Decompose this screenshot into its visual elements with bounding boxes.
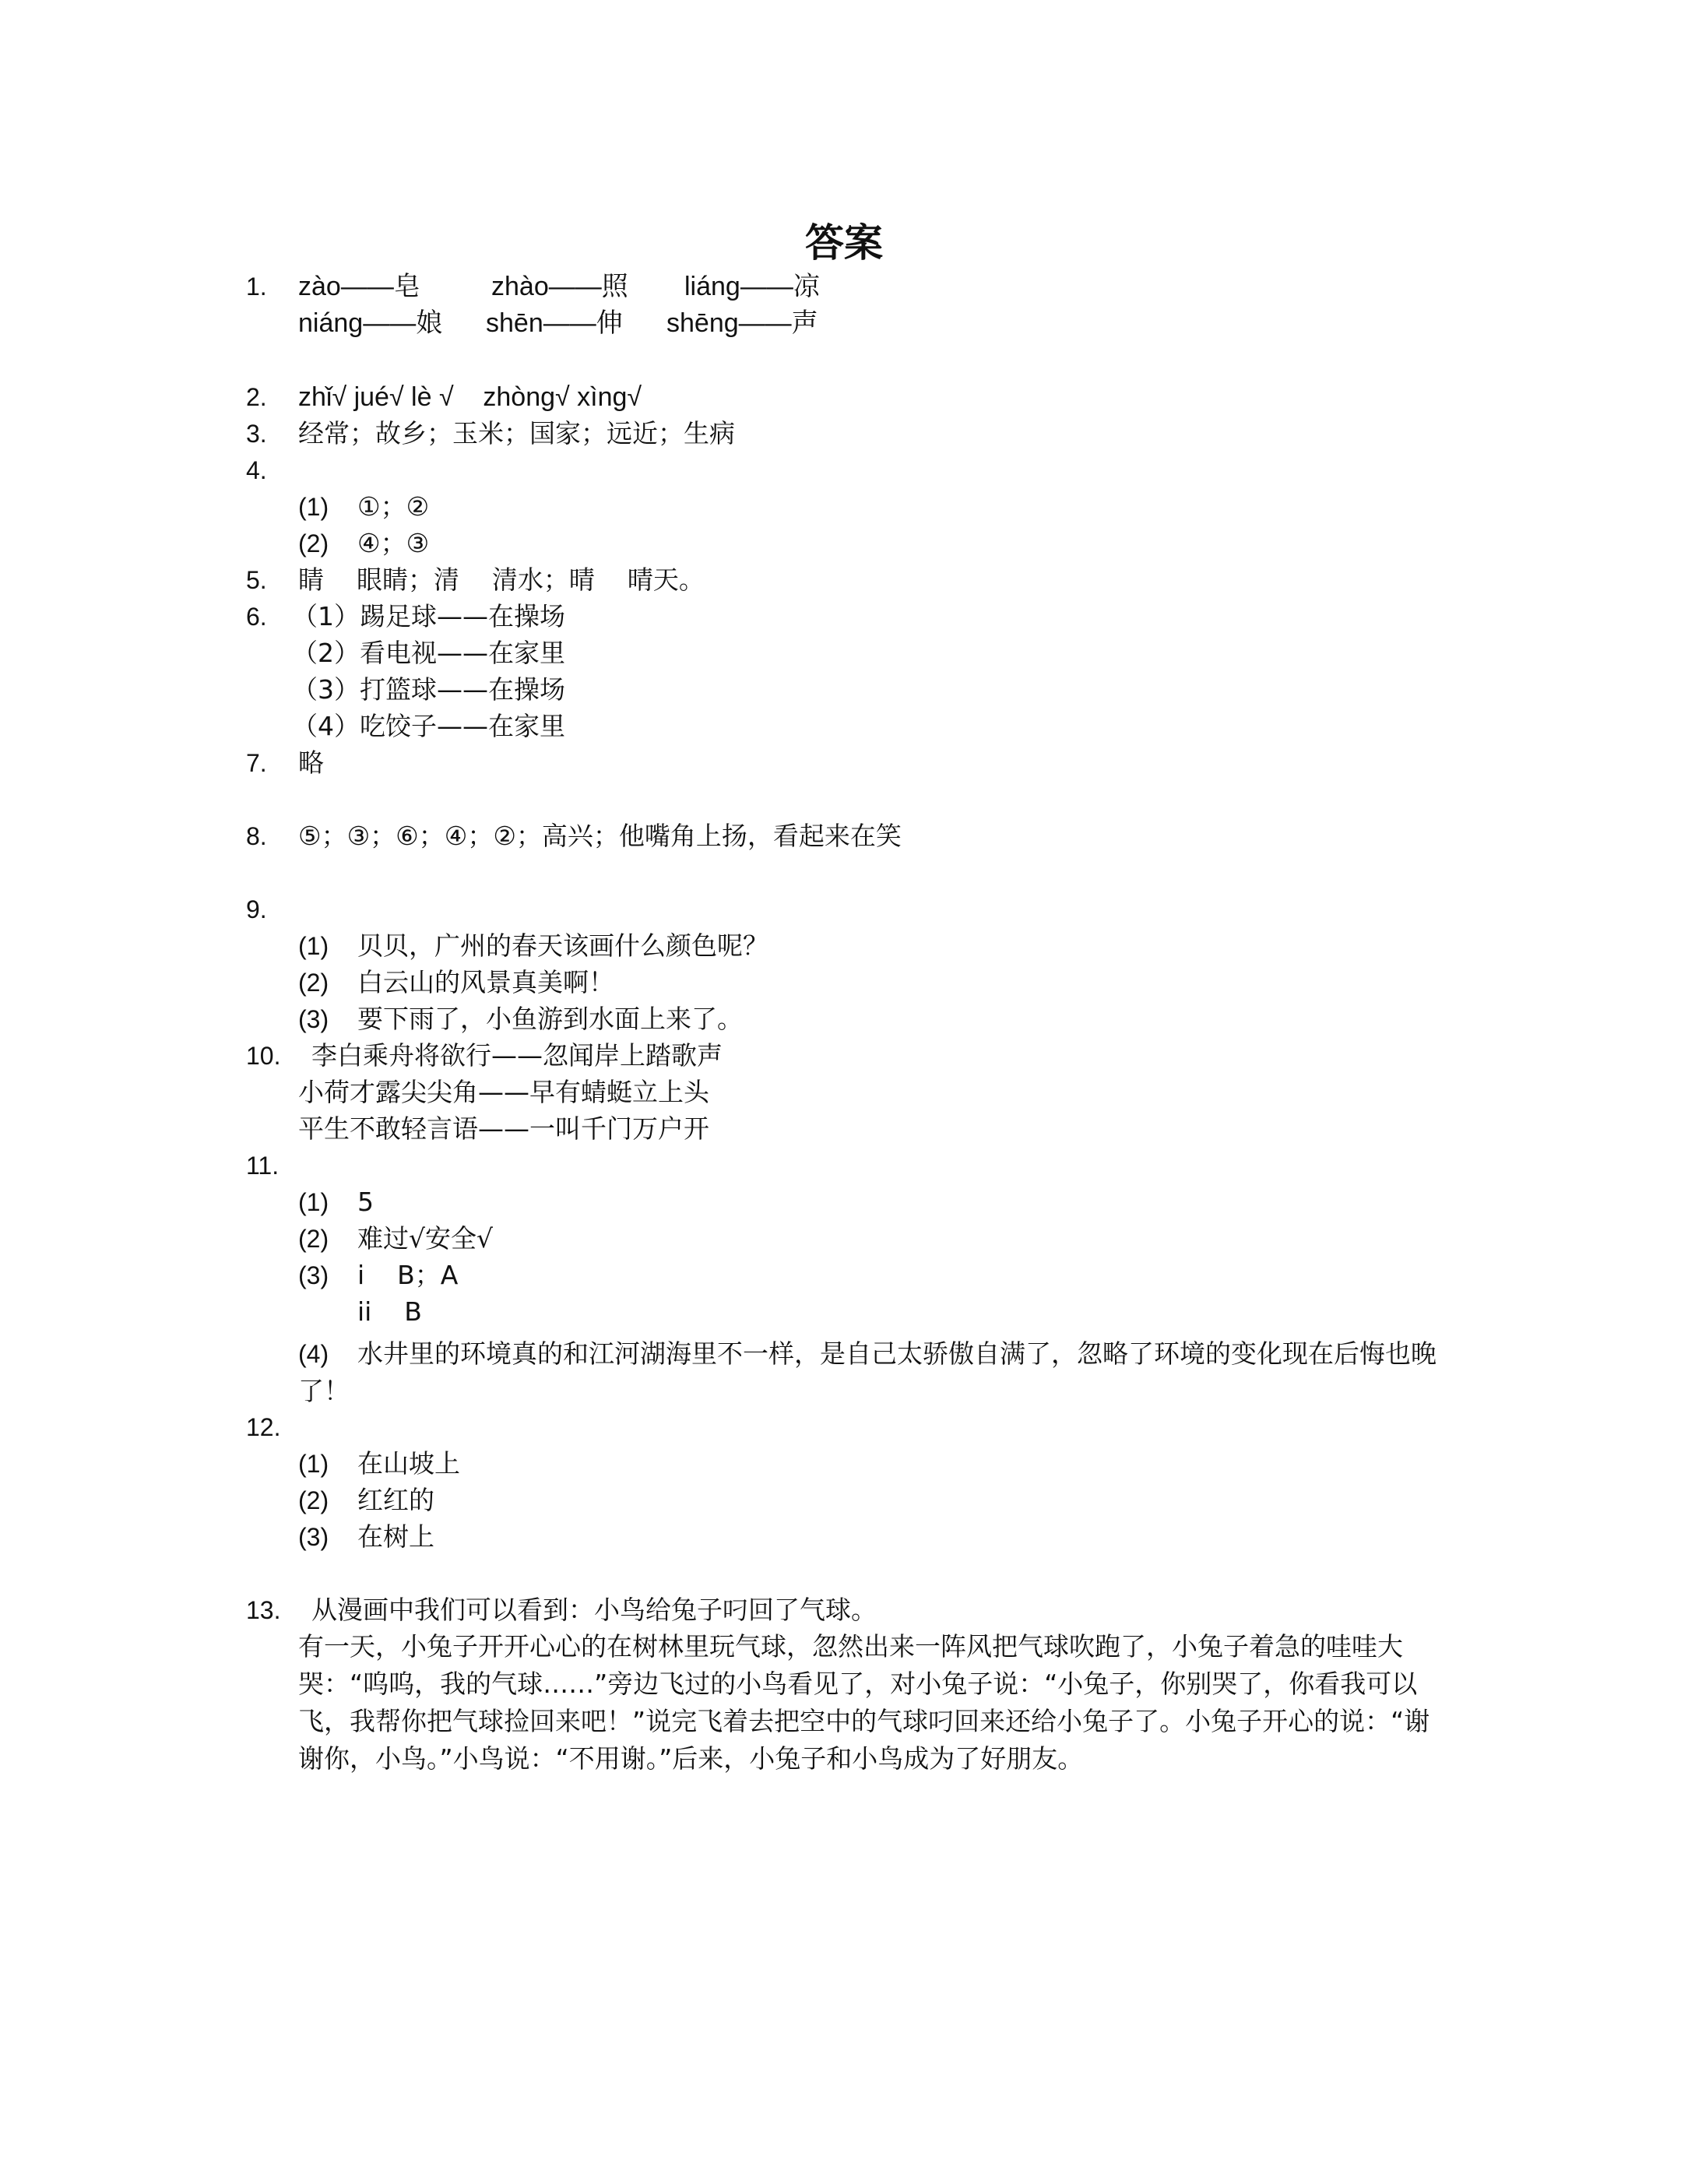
- q13-number: 13.: [246, 1596, 281, 1624]
- q12-sub-label: (3): [298, 1523, 329, 1551]
- q11-sub-label: (3): [298, 1261, 329, 1289]
- q13-first-line: 从漫画中我们可以看到：小鸟给兔子叼回了气球。: [311, 1595, 877, 1625]
- q9-sub-label: (1): [298, 932, 329, 960]
- q9-sub-answer: 白云山的风景真美啊！: [357, 967, 614, 997]
- q1-pair: niáng——娘: [298, 308, 443, 338]
- q12-sub-answer: 在树上: [357, 1521, 434, 1552]
- q3-number: 3.: [246, 420, 267, 448]
- q4-sub-label: (2): [298, 529, 329, 557]
- q6-item: （3）打篮球——在操场: [292, 674, 565, 705]
- q6-item: （2）看电视——在家里: [292, 638, 565, 668]
- q12-number: 12.: [246, 1413, 281, 1441]
- q12-sub-label: (1): [298, 1450, 329, 1478]
- q8-number: 8.: [246, 822, 267, 850]
- q11-sub-label: (1): [298, 1188, 329, 1216]
- q1-pair: shēng——声: [666, 308, 818, 338]
- q1-pair: liáng——凉: [684, 272, 820, 301]
- q10-line: 平生不敢轻言语——一叫千门万户开: [298, 1113, 709, 1144]
- q11-sub-answer: ii B: [357, 1296, 422, 1327]
- q12-sub-label: (2): [298, 1486, 329, 1514]
- q9-sub-answer: 贝贝，广州的春天该画什么颜色呢？: [357, 930, 768, 961]
- q11-sub-answer: 5: [357, 1187, 374, 1217]
- q4-number: 4.: [246, 456, 267, 484]
- q3-answer: 经常；故乡；玉米；国家；远近；生病: [298, 418, 735, 448]
- q9-number: 9.: [246, 895, 267, 923]
- q5-number: 5.: [246, 566, 267, 594]
- q11-number: 11.: [246, 1152, 280, 1180]
- q9-sub-label: (2): [298, 969, 329, 997]
- q10-line: 李白乘舟将欲行——忽闻岸上踏歌声: [311, 1040, 723, 1071]
- q4-sub-answer: ①；②: [357, 491, 430, 522]
- q8-answer: ⑤；③；⑥；④；②；高兴；他嘴角上扬，看起来在笑: [298, 821, 902, 851]
- q1-line-1: [298, 268, 820, 305]
- q5-answer: 睛 眼睛；清 清水；晴 晴天。: [298, 564, 705, 595]
- q1-number: 1.: [246, 273, 267, 301]
- q6-item: （1）踢足球——在操场: [292, 601, 565, 631]
- page-title: 答案: [805, 220, 883, 266]
- q7-answer: 略: [298, 747, 324, 778]
- q1-line-2: [298, 304, 818, 342]
- q2-number: 2.: [246, 383, 267, 411]
- q4-sub-answer: ④；③: [357, 528, 430, 558]
- q2-answer: zhǐ√ jué√ lè √ zhòng√ xìng√: [298, 382, 642, 412]
- q12-sub-answer: 红红的: [357, 1485, 434, 1515]
- q12-sub-answer: 在山坡上: [357, 1448, 460, 1479]
- q9-sub-label: (3): [298, 1005, 329, 1033]
- q1-pair: shēn——伸: [486, 308, 623, 338]
- q11-sub-answer-paragraph: 水井里的环境真的和江河湖海里不一样，是自己太骄傲自满了，忽略了环境的变化现在后悔也晚了！: [298, 1338, 1437, 1406]
- q11-sub-answer: i B；A: [357, 1260, 459, 1290]
- q9-sub-answer: 要下雨了，小鱼游到水面上来了。: [357, 1004, 743, 1034]
- q6-number: 6.: [246, 603, 267, 631]
- q6-item: （4）吃饺子——在家里: [292, 711, 565, 741]
- q11-sub-label: (2): [298, 1225, 329, 1253]
- q1-pair: zào——皂: [298, 272, 420, 301]
- q7-number: 7.: [246, 749, 267, 777]
- q1-pair: zhào——照: [491, 272, 628, 301]
- q10-number: 10.: [246, 1042, 281, 1070]
- q11-sub-label: (4): [298, 1340, 329, 1368]
- q4-sub-label: (1): [298, 493, 329, 521]
- q11-sub-answer: 难过√安全√: [357, 1223, 494, 1254]
- q13-story-paragraph: 有一天，小兔子开开心心的在树林里玩气球，忽然出来一阵风把气球吹跑了，小兔子着急的哇哇大哭：“呜呜，我的气球……”旁边飞过的小鸟看见了，对小兔子说：“小兔子，你别哭了，你看我可以飞，我帮你把气球捡回来吧！”说完飞着去把空中的气球叼回来还给小兔子了。小兔子开心的说：“谢谢你，小鸟。”小鸟说：“不用谢。”后来，小兔子和小鸟成为了好朋友。: [298, 1631, 1430, 1774]
- q10-line: 小荷才露尖尖角——早有蜻蜓立上头: [298, 1077, 709, 1107]
